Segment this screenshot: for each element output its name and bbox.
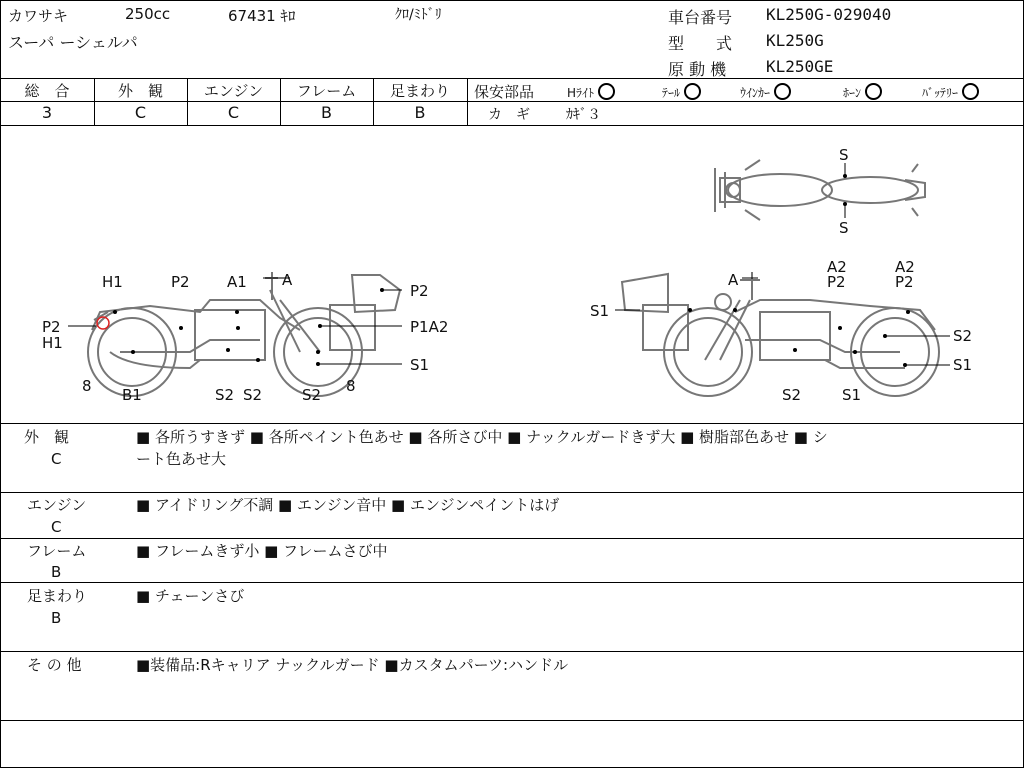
maker: カワサキ (8, 7, 69, 25)
label-s1: S1 (953, 356, 973, 374)
label-s1: S1 (842, 386, 862, 404)
suspension-grade: B (414, 103, 426, 122)
label-8: 8 (82, 377, 92, 395)
label-s2: S2 (782, 386, 802, 404)
tail-item: ﾃｰﾙ (662, 83, 701, 101)
suspension-grade-label: 足まわり (389, 82, 450, 100)
total-label: 総 合 (24, 82, 70, 100)
remark-row: 外 観 C ■ 各所うすきず ■ 各所ペイント色あせ ■ 各所さび中 ■ ナックルガードきず大 ■ 樹脂部色あせ ■ シ ート色あせ大 (24, 428, 828, 468)
key-value: ｶｷﾞ３ (566, 107, 601, 123)
model-name: スーパ ーシェルパ (8, 33, 138, 52)
label-p2: P2 (42, 318, 61, 336)
frame-grade: B (321, 103, 332, 122)
label-p2: P2 (171, 273, 190, 291)
frame-no: KL250G-029040 (766, 5, 892, 24)
label-h1: H1 (42, 334, 63, 352)
displacement: 250cc (125, 5, 171, 23)
engine-grade: C (227, 103, 240, 122)
label-top-front: S (839, 146, 849, 164)
label-s2: S2 (302, 386, 322, 404)
remark-row: エンジン C ■ アイドリング不調 ■ エンジン音中 ■ エンジンペイントはげ (27, 496, 560, 536)
label-a1: A1 (227, 273, 247, 291)
remark-row: 足まわり B ■ チェーンさび (27, 587, 245, 627)
label-a2: A2 (895, 258, 915, 276)
label-a: A (282, 271, 293, 289)
exterior-grade: C (134, 103, 147, 122)
label-p2: P2 (410, 282, 429, 300)
remark-row: フレーム B ■ フレームきず小 ■ フレームさび中 (27, 542, 388, 581)
check-circle-icon (684, 83, 701, 100)
engine-value: KL250GE (766, 57, 834, 76)
label-s2: S2 (953, 327, 973, 345)
label-s2: S2 (243, 386, 263, 404)
key-label: カ ギ (488, 107, 530, 123)
label-a2: A2 (827, 258, 847, 276)
damage-diagram (0, 126, 1024, 423)
mileage: 67431 ｷﾛ (228, 7, 296, 25)
horn-item: ﾎｰﾝ (843, 83, 882, 101)
label-p2: P2 (895, 273, 914, 291)
type-value: KL250G (766, 31, 824, 50)
frame-no-label: 車台番号 (668, 8, 733, 27)
divider (0, 78, 1024, 79)
engine-grade-label: エンジン (203, 82, 264, 100)
headlight-item: Hﾗｲﾄ (567, 83, 615, 101)
label-p2: P2 (827, 273, 846, 291)
check-circle-icon (962, 83, 979, 100)
exterior-label: 外 観 (117, 82, 163, 100)
bike-right-view (622, 272, 939, 396)
bike-top-view (715, 160, 925, 220)
label-s1: S1 (410, 356, 430, 374)
label-p1a2: P1A2 (410, 318, 449, 336)
label-s1: S1 (590, 302, 610, 320)
check-circle-icon (774, 83, 791, 100)
divider (0, 423, 1024, 424)
total-grade: 3 (41, 103, 53, 122)
label-8: 8 (346, 377, 356, 395)
type-label: 型 式 (668, 34, 733, 53)
winker-item: ｳｲﾝｶｰ (740, 83, 791, 101)
label-s2: S2 (215, 386, 235, 404)
engine-label: 原 動 機 (668, 60, 727, 79)
leader-lines (68, 163, 950, 365)
check-circle-icon (865, 83, 882, 100)
check-circle-icon (598, 83, 615, 100)
remark-row: そ の 他 ■装備品:Rキャリア ナックルガード ■カスタムパーツ:ハンドル (27, 656, 569, 674)
label-h1: H1 (102, 273, 123, 291)
label-top-rear: S (839, 219, 849, 237)
damage-points (113, 174, 910, 367)
label-b1: B1 (122, 386, 142, 404)
battery-item: ﾊﾞｯﾃﾘｰ (922, 83, 979, 101)
safety-label: 保安部品 (474, 83, 535, 101)
color: ｸﾛ/ﾐﾄﾞﾘ (395, 7, 442, 23)
label-a: A (728, 271, 739, 289)
frame-grade-label: フレーム (296, 82, 357, 100)
